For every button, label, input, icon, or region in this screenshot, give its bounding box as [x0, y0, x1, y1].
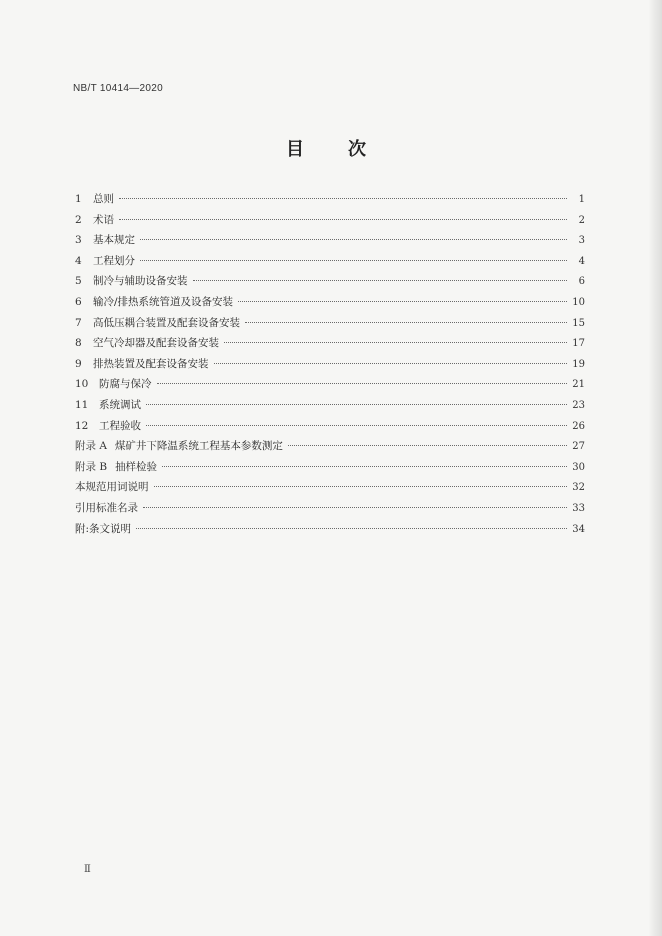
toc-entry-number: 8 [75, 337, 82, 350]
toc-dot-leader [146, 404, 567, 405]
toc-dot-leader [143, 507, 567, 508]
toc-entry-page: 23 [572, 399, 585, 411]
toc-entry-title: 总则 [93, 193, 114, 205]
toc-dot-leader [140, 260, 567, 261]
toc-dot-leader [224, 342, 567, 343]
toc-entry-title: 输冷/排热系统管道及设备安装 [93, 295, 234, 308]
toc-dot-leader [157, 383, 568, 384]
toc-dot-leader [146, 425, 567, 426]
toc-entry-page: 6 [578, 276, 585, 288]
toc-entry-page: 1 [578, 194, 585, 205]
toc-entry-12[interactable] [75, 418, 585, 439]
page-number: Ⅱ [84, 864, 91, 875]
toc-entry-3[interactable] [75, 232, 585, 253]
toc-entry-title: 空气冷却器及配套设备安装 [93, 337, 219, 350]
toc-entry-title: 附:条文说明 [75, 522, 132, 535]
toc-entry-label [75, 253, 135, 268]
toc-entry-label [75, 294, 233, 309]
toc-dot-leader [214, 363, 568, 364]
toc-entry-11[interactable] [75, 397, 585, 418]
page-title: 目次 [286, 139, 410, 160]
toc-entry-2[interactable] [75, 212, 585, 233]
toc-entry-page: 30 [572, 461, 585, 473]
toc-entry-label [75, 397, 141, 412]
toc-entry-label [75, 438, 283, 453]
toc-entry-label [75, 273, 188, 288]
toc-entry-page: 27 [572, 441, 585, 453]
toc-entry-number: 2 [75, 213, 82, 226]
toc-entry-page: 34 [572, 523, 585, 535]
toc-entry-label [75, 376, 152, 391]
toc-entry-5[interactable] [75, 273, 585, 294]
toc-entry-title: 引用标准名录 [75, 501, 138, 514]
toc-entry-appendix-a[interactable] [75, 438, 585, 459]
toc-entry-terms-explanation[interactable] [75, 479, 585, 500]
toc-entry-label [75, 500, 138, 515]
toc-entry-number: 6 [75, 295, 82, 308]
toc-entry-title: 抽样检验 [115, 460, 158, 473]
toc-entry-label [75, 418, 141, 433]
toc-entry-number: 11 [75, 398, 89, 411]
toc-entry-title: 系统调试 [99, 398, 141, 411]
toc-dot-leader [238, 301, 567, 302]
toc-dot-leader [140, 239, 567, 240]
toc-entry-title: 制冷与辅助设备安装 [93, 275, 188, 288]
toc-entry-page: 32 [572, 482, 585, 494]
toc-dot-leader [288, 445, 567, 446]
toc-entry-page: 33 [572, 502, 585, 514]
toc-entry-page: 10 [572, 296, 585, 308]
toc-entry-page: 19 [572, 358, 585, 370]
toc-dot-leader [154, 486, 568, 487]
toc-entry-page: 26 [572, 420, 585, 432]
toc-entry-label [75, 356, 209, 371]
toc-entry-8[interactable] [75, 335, 585, 356]
toc-entry-7[interactable] [75, 315, 585, 336]
toc-entry-number: 9 [75, 357, 82, 370]
toc-entry-label [75, 212, 114, 227]
toc-entry-label [75, 459, 157, 474]
toc-entry-page: 17 [572, 338, 585, 350]
toc-entry-6[interactable] [75, 294, 585, 315]
toc-entry-page: 3 [578, 235, 585, 247]
page-edge-shadow [648, 0, 662, 936]
standard-code: NB/T 10414—2020 [73, 83, 163, 94]
toc-entry-page: 15 [572, 317, 585, 329]
toc-dot-leader [245, 322, 567, 323]
toc-entry-appendix-b[interactable] [75, 459, 585, 480]
toc-entry-page: 4 [578, 255, 585, 267]
toc-entry-10[interactable] [75, 376, 585, 397]
toc-dot-leader [136, 528, 567, 529]
toc-entry-number: 1 [75, 193, 82, 205]
toc-entry-number: 4 [75, 254, 82, 267]
toc-entry-number: 5 [75, 275, 82, 288]
toc-entry-title: 煤矿井下降温系统工程基本参数测定 [114, 440, 283, 453]
toc-entry-title: 防腐与保冷 [99, 378, 152, 391]
toc-entry-referenced-standards[interactable] [75, 500, 585, 521]
table-of-contents [75, 191, 585, 541]
toc-dot-leader [119, 198, 567, 199]
toc-entry-9[interactable] [75, 356, 585, 377]
toc-entry-label [75, 335, 219, 350]
toc-dot-leader [119, 219, 567, 220]
toc-entry-label [75, 232, 135, 247]
toc-entry-clause-explanation[interactable] [75, 521, 585, 542]
toc-dot-leader [162, 466, 567, 467]
toc-entry-title: 基本规定 [93, 234, 135, 247]
toc-entry-title: 工程验收 [99, 419, 141, 432]
toc-entry-number: 附录 A [75, 440, 107, 453]
toc-entry-title: 本规范用词说明 [75, 481, 149, 494]
toc-entry-page: 2 [578, 214, 585, 226]
toc-entry-title: 高低压耦合装置及配套设备安装 [93, 316, 240, 329]
toc-entry-number: 12 [75, 419, 89, 432]
toc-entry-1[interactable] [75, 191, 585, 212]
toc-entry-label [75, 191, 114, 206]
toc-dot-leader [193, 280, 568, 281]
toc-entry-page: 21 [572, 379, 585, 391]
toc-entry-title: 排热装置及配套设备安装 [93, 357, 209, 370]
toc-entry-label [75, 521, 131, 536]
toc-entry-label [75, 315, 240, 330]
toc-entry-number: 7 [75, 316, 82, 329]
toc-entry-number: 附录 B [75, 460, 108, 473]
toc-entry-title: 术语 [93, 213, 114, 226]
toc-entry-title: 工程划分 [93, 254, 135, 267]
toc-entry-number: 10 [75, 378, 89, 391]
toc-entry-4[interactable] [75, 253, 585, 274]
toc-entry-number: 3 [75, 234, 82, 247]
toc-entry-label [75, 479, 149, 494]
